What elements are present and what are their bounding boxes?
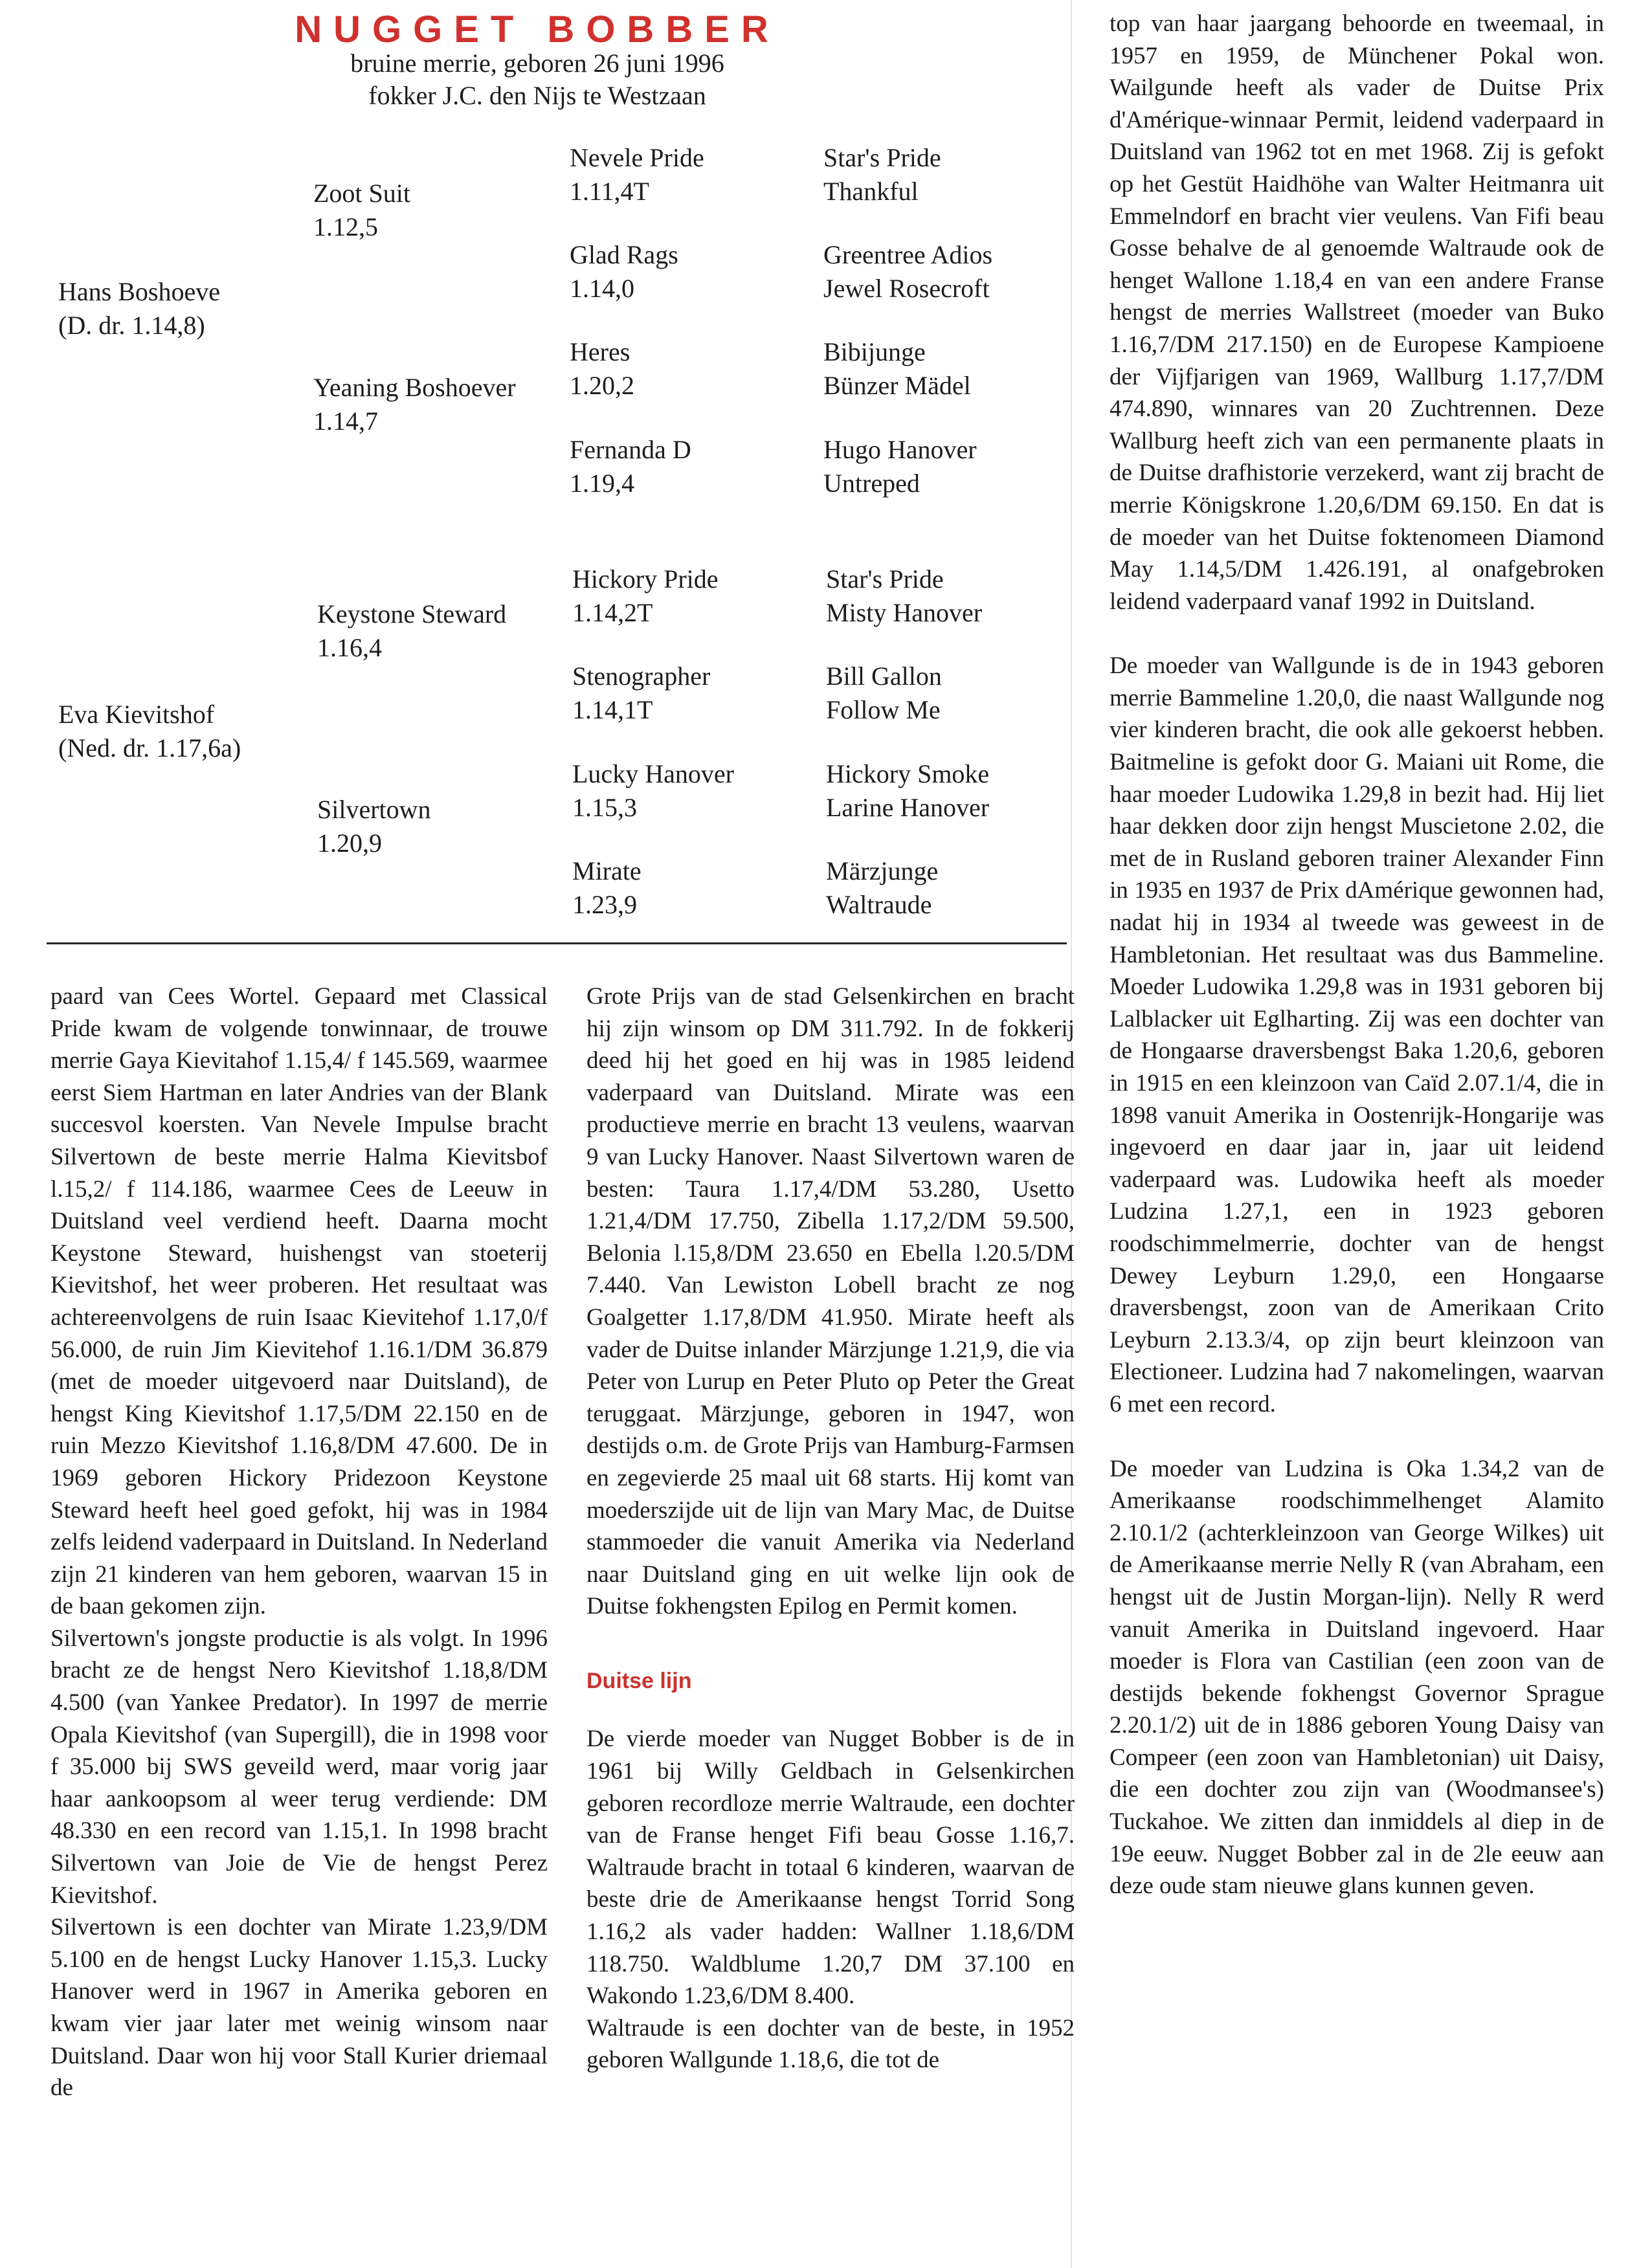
paragraph: Silvertown's jongste productie is als volgt. In 1996 bracht ze de hengst Nero Kievitshof 1.18,8/DM 4.500 (van Yankee Predator). In 1997 de merrie Opala Kievitshof (van Supergill), die in 1998 voor f 35.000 bij SWS geveild werd, maar vorig jaar haar aankoopsom al weer terug verdiende: DM 48.330 en een record van 1.15,1. In 1998 bracht Silvertown van Joie de Vie de hengst Perez Kievitshof.	[50, 1625, 548, 1909]
article-column-2	[586, 981, 1075, 2076]
horse-name: Zoot Suit	[313, 179, 411, 208]
sire-line-name: Hickory Smoke	[826, 759, 990, 788]
paragraph: top van haar jaargang behoorde en tweemaal, in 1957 en 1959, de Münchener Pokal won. Wailgunde heeft als vader de Duitse Prix d'Amérique-winnaar Permit, leidend vaderpaard in Duitsland van 1962 tot en met 1968. Zij is gefokt op het Gestüt Haidhöhe van Walter Heitmanra uit Emmelndorf en bracht vier veulens. Van Fifi beau Gosse behalve de al genoemde Waltraude ook de henget Wallone 1.18,4 en van een andere Franse hengst de merries Wallstreet (moeder van Buko 1.16,7/DM 217.150) en de Europese Kampioene der Vijfjarigen van 1969, Wallburg 1.17,7/DM 474.890, winnares van 20 Zuchtrennen. Deze Wallburg heeft zich van een permanente plaats in de Duitse drafhistorie verzekerd, want zij bracht de merrie Königskrone 1.20,6/DM 69.150. En dat is de moeder van het Duitse foktenomeen Diamond May 1.14,5/DM 1.426.191, al onafgebroken leidend vaderpaard vanaf 1992 in Duitsland.	[1110, 10, 1604, 615]
subtitle-description: bruine merrie, geboren 26 juni 1996	[350, 49, 724, 78]
pedigree-gen3-entry	[570, 433, 691, 500]
horse-name: Glad Rags	[570, 240, 678, 269]
dam-line-name: Jewel Rosecroft	[823, 274, 990, 303]
dam-line-name: Bünzer Mädel	[823, 371, 971, 400]
sire-name: Hans Boshoeve	[58, 277, 220, 306]
horse-record: 1.11,4T	[570, 177, 649, 206]
pedigree-gen3-entry	[570, 238, 678, 306]
dam-line-name: Thankful	[823, 177, 919, 206]
paragraph: Grote Prijs van de stad Gelsenkirchen en bracht hij zijn winsom op DM 311.792. In de fokkerij deed hij het goed en hij was in 1985 leidend vaderpaard van Duitsland. Mirate was een productieve merrie en bracht 13 veulens, waarvan 9 van Lucky Hanover. Naast Silvertown waren de besten: Taura 1.17,4/DM 53.280, Usetto 1.21,4/DM 17.750, Zibella 1.17,2/DM 59.500, Belonia l.15,8/DM 23.650 en Ebella l.20.5/DM 7.440. Van Lewiston Lobell bracht ze nog Goalgetter 1.17,8/DM 41.950. Mirate heeft als vader de Duitse inlander Märzjunge 1.21,9, die via Peter von Lurup en Peter Pluto op Peter the Great teruggaat. Märzjunge, geboren in 1947, won destijds o.m. de Grote Prijs van Hamburg-Farmsen en zegevierde 25 maal uit 68 starts. Hij komt van moederszijde uit de lijn van Mary Mac, de Duitse stammoeder die vanuit Amerika via Nederland naar Duitsland ging en uit welke lijn ook de Duitse fokhengsten Epilog en Permit komen.	[586, 983, 1075, 1620]
pedigree-gen4-pair	[826, 562, 982, 630]
pedigree-gen3-entry	[572, 757, 734, 825]
pedigree-gen2-entry	[313, 177, 410, 244]
paragraph: De moeder van Wallgunde is de in 1943 geboren merrie Bammeline 1.20,0, die naast Wallgunde nog vier kinderen bracht, die ook alle gekoerst hebben. Baitmeline is gefokt door G. Maiani uit Rome, die haar moeder Ludowika 1.29,8 in bezit had. Hij liet haar dekken door zijn hengst Muscietone 2.02, die met de in Rusland geboren trainer Alexander Finn in 1935 en 1937 de Prix dAmérique gewonnen had, nadat hij in 1934 al tweede was geweest in de Hambletonian. Het resultaat was dus Bammeline. Moeder Ludowika 1.29,8 was in 1931 geboren bij Lalblacker uit Eglharting. Zij was een dochter van de Hongaarse draversbengst Baka 1.20,6, geboren in 1915 en een kleinzoon van Caïd 2.07.1/4, die in 1898 vanuit Amerika in Oostenrijk-Hongarije was ingevoerd en daar jaar in, jaar uit leidend vaderpaard was. Ludowika heeft als moeder Ludzina 1.27,1, een in 1923 geboren roodschimmelmerrie, dochter van de hengst Dewey Leyburn 1.29,0, een Hongaarse draversbengst, zoon van de Amerikaan Crito Leyburn 2.13.3/4, op zijn beurt kleinzoon van Electioneer. Ludzina had 7 nakomelingen, waarvan 6 met een record.	[1110, 652, 1604, 1418]
sire-line-name: Star's Pride	[826, 564, 944, 594]
horse-record: 1.20,2	[570, 371, 634, 400]
pedigree-divider	[47, 942, 1067, 944]
pedigree-gen3-entry	[570, 335, 634, 403]
sire-line-name: Bill Gallon	[826, 662, 942, 691]
horse-name: Mirate	[572, 856, 642, 885]
horse-record: 1.23,9	[572, 890, 637, 919]
pedigree-gen4-pair	[826, 660, 942, 727]
pedigree-gen3-entry	[572, 562, 719, 630]
pedigree-gen4-pair	[823, 335, 971, 403]
pedigree-gen4-pair	[823, 141, 941, 208]
paragraph: paard van Cees Wortel. Gepaard met Classical Pride kwam de volgende tonwinnaar, de trouwe merrie Gaya Kievitahof 1.15,4/ f 145.569, waarmee eerst Siem Hartman en later Andries van der Blank succesvol koersten. Van Nevele Impulse bracht Silvertown de beste merrie Halma Kievitsbof l.15,2/ f 114.186, waarmee Cees de Leeuw in Duitsland veel verdiend heeft. Daarna mocht Keystone Steward, huishengst van stoeterij Kievitshof, het weer proberen. Het resultaat was achtereenvolgens de ruin Isaac Kievitehof 1.17,0/f 56.000, de ruin Jim Kievitehof 1.16.1/DM 36.879 (met de moeder uitgevoerd naar Duitsland), de hengst King Kievitshof 1.17,5/DM 22.150 en de ruin Mezzo Kievitshof 1.16,8/DM 47.600. De in 1969 geboren Hickory Pridezoon Keystone Steward heeft heel goed gefokt, hij was in 1984 zelfs leidend vaderpaard in Duitsland. In Nederland zijn 21 kinderen van hem geboren, waarvan 15 in de baan gekomen zijn.	[50, 983, 548, 1620]
pedigree-sire	[58, 275, 220, 342]
horse-name: Fernanda D	[570, 435, 691, 464]
pedigree-gen2-entry	[317, 793, 431, 860]
sire-line-name: Star's Pride	[823, 143, 941, 172]
dam-line-name: Waltraude	[826, 890, 932, 919]
horse-record: 1.12,5	[313, 212, 378, 241]
subtitle-breeder: fokker J.C. den Nijs te Westzaan	[368, 81, 706, 110]
horse-name: Stenographer	[572, 662, 711, 691]
pedigree-gen4-pair	[826, 757, 989, 825]
pedigree-gen2-entry	[317, 597, 506, 665]
horse-name: Hickory Pride	[572, 564, 719, 594]
horse-record: 1.14,1T	[572, 695, 653, 724]
paragraph: De moeder van Ludzina is Oka 1.34,2 van de Amerikaanse roodschimmelhenget Alamito 2.10.1/2 (achterkleinzoon van George Wilkes) uit de Amerikaanse merrie Nelly R (van Abraham, een hengst uit de Justin Morgan-lijn). Nelly R werd vanuit Amerika in Duitsland ingevoerd. Haar moeder is Flora van Castilian (een zoon van de destijds bekende fokhengst Governor Sprague 2.20.1/2) uit de in 1886 geboren Young Daisy van Compeer (een zoon van Hambletonian) uit Daisy, die een dochter zou zijn van (Woodmansee's) Tuckahoe. We zitten dan inmiddels al diep in de 19e eeuw. Nugget Bobber zal in de 2le eeuw aan deze oude stam nieuwe glans kunnen geven.	[1110, 1455, 1604, 1900]
paragraph: Silvertown is een dochter van Mirate 1.23,9/DM 5.100 en de hengst Lucky Hanover 1.15,3. Lucky Hanover werd in 1967 in Amerika geboren en kwam vier jaar later met weinig winsom naar Duitsland. Daar won hij voor Stall Kurier driemaal de	[50, 1914, 548, 2102]
horse-record: 1.19,4	[570, 469, 634, 498]
horse-record: 1.15,3	[572, 793, 637, 822]
horse-name: Lucky Hanover	[572, 759, 734, 788]
horse-record: 1.14,2T	[572, 598, 653, 627]
horse-name: Silvertown	[317, 795, 431, 824]
pedigree-gen4-pair	[823, 433, 977, 500]
section-heading: Duitse lijn	[586, 1668, 692, 1693]
article-column-1	[50, 981, 548, 2104]
sire-line-name: Hugo Hanover	[823, 435, 977, 464]
pedigree-gen4-pair	[826, 854, 938, 922]
horse-name: Nevele Pride	[570, 143, 704, 172]
sire-line-name: Märzjunge	[826, 856, 939, 885]
horse-name: Heres	[570, 337, 631, 366]
horse-name: Keystone Steward	[317, 599, 507, 628]
pedigree-dam	[58, 698, 241, 765]
paragraph: De vierde moeder van Nugget Bobber is de in 1961 bij Willy Geldbach in Gelsenkirchen geboren recordloze merrie Waltraude, een dochter van de Franse henget Fifi beau Gosse 1.16,7. Waltraude bracht in totaal 6 kinderen, waarvan de beste drie de Amerikaanse hengst Torrid Song 1.16,2 als vader hadden: Wallner 1.18,6/DM 118.750. Waldblume 1.20,7 DM 37.100 en Wakondo 1.23,6/DM 8.400.	[586, 1726, 1075, 2010]
article-column-3	[1110, 8, 1604, 1902]
paragraph: Waltraude is een dochter van de beste, in 1952 geboren Wallgunde 1.18,6, die tot de	[586, 2014, 1075, 2074]
dam-record: (Ned. dr. 1.17,6a)	[58, 733, 241, 762]
pedigree-gen3-entry	[572, 854, 642, 922]
dam-line-name: Untreped	[823, 469, 920, 498]
pedigree-gen3-entry	[572, 660, 710, 727]
pedigree-gen2-entry	[313, 371, 516, 438]
sire-line-name: Bibijunge	[823, 337, 926, 366]
sire-line-name: Greentree Adios	[823, 240, 993, 269]
dam-name: Eva Kievitshof	[58, 700, 215, 729]
dam-line-name: Misty Hanover	[826, 598, 983, 627]
horse-record: 1.16,4	[317, 633, 382, 662]
horse-record: 1.14,7	[313, 406, 378, 436]
sire-record: (D. dr. 1.14,8)	[58, 311, 205, 340]
horse-record: 1.20,9	[317, 828, 382, 858]
page-title: NUGGET BOBBER	[295, 8, 780, 50]
horse-record: 1.14,0	[570, 274, 634, 303]
horse-name: Yeaning Boshoever	[313, 373, 516, 402]
pedigree-gen4-pair	[823, 238, 992, 306]
dam-line-name: Larine Hanover	[826, 793, 990, 822]
dam-line-name: Follow Me	[826, 695, 941, 724]
pedigree-gen3-entry	[570, 141, 704, 208]
